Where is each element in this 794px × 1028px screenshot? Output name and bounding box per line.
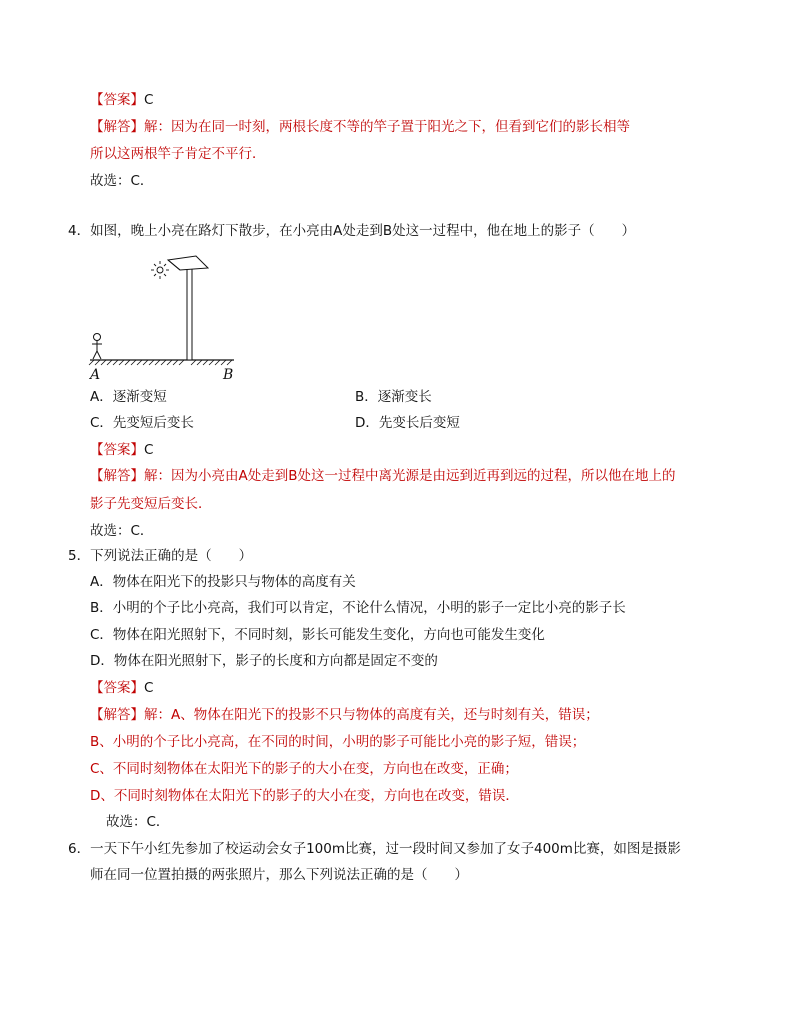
- person-figure: [92, 334, 102, 360]
- lamp-pole: [187, 262, 192, 360]
- answer-value: C: [144, 442, 154, 458]
- q5-option-c: C．物体在阳光照射下，不同时刻，影长可能发生变化，方向也可能发生变化: [90, 627, 545, 643]
- q5-option-d: D．物体在阳光照射下，影子的长度和方向都是固定不变的: [90, 653, 438, 669]
- point-a-label: A: [90, 367, 101, 383]
- q5-option-a: A．物体在阳光下的投影只与物体的高度有关: [90, 574, 356, 590]
- lamp-shade: [168, 256, 208, 270]
- q3-answer: [90, 90, 153, 110]
- q4-answer: [90, 440, 153, 460]
- q5-conclusion: 故选：C．: [106, 814, 170, 830]
- answer-label: 【答案】: [90, 92, 144, 108]
- q4-street-lamp-figure: [84, 248, 244, 384]
- q4-stem: 4．如图，晚上小亮在路灯下散步，在小亮由A处走到B处这一过程中，他在地上的影子（ ）: [68, 223, 636, 239]
- q4-analysis-line2: 影子先变短后变长．: [90, 496, 212, 512]
- answer-value: C: [144, 92, 154, 108]
- answer-label: 【答案】: [90, 680, 144, 696]
- q5-stem: 5．下列说法正确的是（ ）: [68, 548, 253, 564]
- analysis-text: 解：因为在同一时刻，两根长度不等的竿子置于阳光之下，但看到它们的影长相等: [144, 119, 630, 135]
- q6-stem-line2: 师在同一位置拍摄的两张照片，那么下列说法正确的是（ ）: [90, 867, 468, 883]
- q3-conclusion: 故选：C．: [90, 173, 154, 189]
- light-bulb-icon: [151, 261, 169, 279]
- q4-option-a: A．逐渐变短: [90, 389, 167, 405]
- q5-analysis-line2: B、小明的个子比小亮高，在不同的时间，小明的影子可能比小亮的影子短，错误；: [90, 734, 586, 750]
- q4-option-c: C．先变短后变长: [90, 415, 194, 431]
- q5-option-b: B．小明的个子比小亮高，我们可以肯定，不论什么情况，小明的影子一定比小亮的影子长: [90, 600, 626, 616]
- analysis-text: 解：因为小亮由A处走到B处这一过程中离光源是由远到近再到远的过程，所以他在地上的: [144, 468, 676, 484]
- q5-answer: [90, 678, 153, 698]
- q4-conclusion: 故选：C．: [90, 523, 154, 539]
- q5-analysis-line4: D、不同时刻物体在太阳光下的影子的大小在变，方向也在改变，错误．: [90, 788, 519, 804]
- q3-analysis-line2: 所以这两根竿子肯定不平行．: [90, 146, 266, 162]
- point-b-label: B: [223, 367, 234, 383]
- q4-analysis-line1: [90, 466, 676, 486]
- q3-analysis-line1: [90, 117, 630, 137]
- analysis-label: 【解答】: [90, 707, 144, 723]
- answer-value: C: [144, 680, 154, 696]
- analysis-label: 【解答】: [90, 119, 144, 135]
- q5-analysis-line1: [90, 705, 599, 725]
- q6-stem-line1: 6．一天下午小红先参加了校运动会女子100m比赛，过一段时间又参加了女子400m比赛，如图是摄影: [68, 841, 681, 857]
- answer-label: 【答案】: [90, 442, 144, 458]
- analysis-text: 解：A、物体在阳光下的投影不只与物体的高度有关，还与时刻有关，错误；: [144, 707, 599, 723]
- q4-option-d: D．先变长后变短: [355, 415, 460, 431]
- ground-hatching: [89, 360, 232, 365]
- analysis-label: 【解答】: [90, 468, 144, 484]
- q5-analysis-line3: C、不同时刻物体在太阳光下的影子的大小在变，方向也在改变，正确；: [90, 761, 518, 777]
- q4-option-b: B．逐渐变长: [355, 389, 432, 405]
